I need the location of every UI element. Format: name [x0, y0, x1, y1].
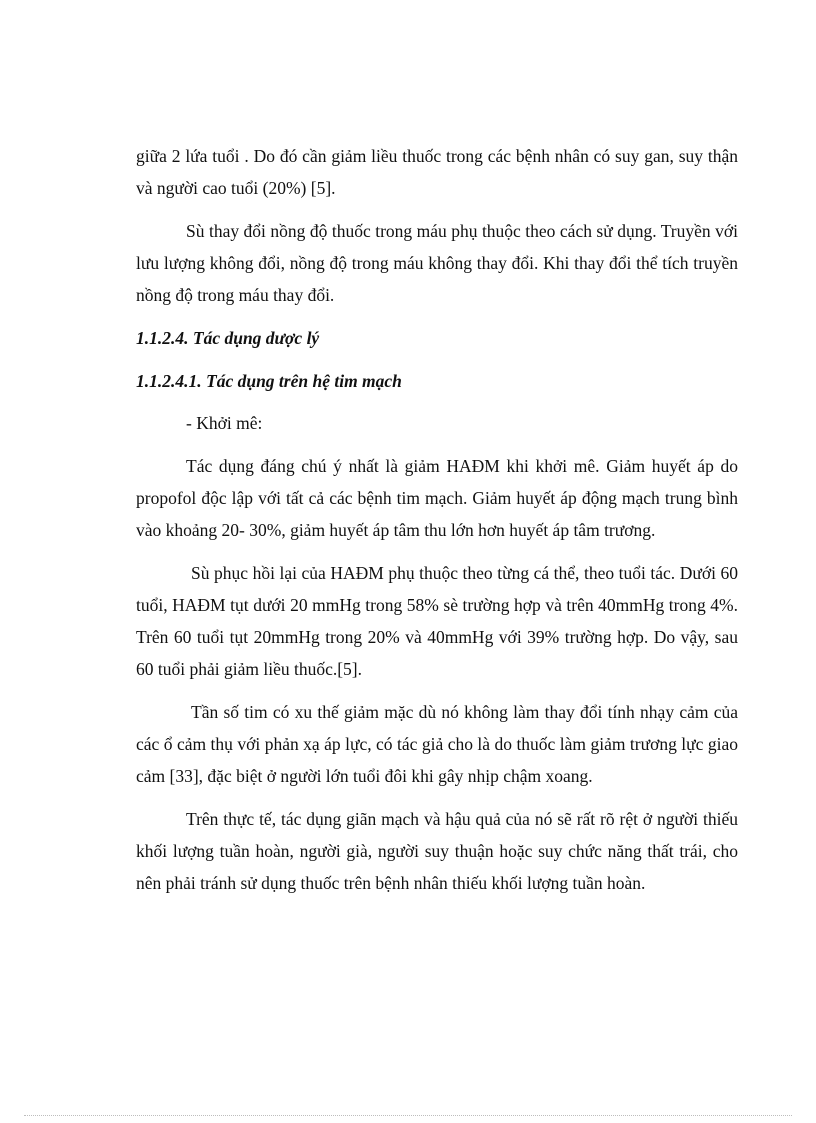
page-bottom-divider	[24, 1115, 792, 1116]
paragraph-concentration: Sù thay đổi nồng độ thuốc trong máu phụ thuộc theo cách sử dụng. Truyền với lưu lượng không đổi, nồng độ trong máu không thay đổi. Khi thay đổi thể tích truyền nồng độ trong máu thay đổi.	[136, 221, 738, 305]
paragraph-vasodilation: Trên thực tế, tác dụng giãn mạch và hậu quả của nó sẽ rất rõ rệt ở người thiếu khối lượng tuần hoàn, người già, người suy thuận hoặc suy chức năng thất trái, cho nên phải tránh sử dụng thuốc trên bệnh nhân thiếu khối lượng tuần hoàn.	[136, 809, 738, 893]
paragraph-continuation: giữa 2 lứa tuổi . Do đó cần giảm liều thuốc trong các bệnh nhân có suy gan, suy thận và người cao tuổi (20%) [5].	[136, 146, 738, 198]
paragraph-heart-rate: Tần số tim có xu thế giảm mặc dù nó không làm thay đổi tính nhạy cảm của các ổ cảm thụ với phản xạ áp lực, có tác giả cho là do thuốc làm giảm trương lực giao cảm [33], đặc biệt ở người lớn tuổi đôi khi gây nhịp chậm xoang.	[136, 702, 738, 786]
section-heading: 1.1.2.4. Tác dụng dược lý	[136, 328, 320, 348]
paragraph-blood-pressure: Tác dụng đáng chú ý nhất là giảm HAĐM khi khởi mê. Giảm huyết áp do propofol độc lập với tất cả các bệnh tim mạch. Giảm huyết áp động mạch trung bình vào khoảng 20- 30%, giảm huyết áp tâm thu lớn hơn huyết áp tâm trương.	[136, 456, 738, 540]
paragraph-recovery: Sù phục hồi lại của HAĐM phụ thuộc theo từng cá thể, theo tuổi tác. Dưới 60 tuổi, HAĐM tụt dưới 20 mmHg trong 58% sè trường hợp và trên 40mmHg trong 4%. Trên 60 tuổi tụt 20mmHg trong 20% và 40mmHg với 39% trường hợp. Do vậy, sau 60 tuổi phải giảm liều thuốc.[5].	[136, 563, 738, 679]
bullet-induction: - Khởi mê:	[186, 413, 263, 433]
document-body	[136, 140, 738, 899]
subsection-heading: 1.1.2.4.1. Tác dụng trên hệ tim mạch	[136, 371, 402, 391]
